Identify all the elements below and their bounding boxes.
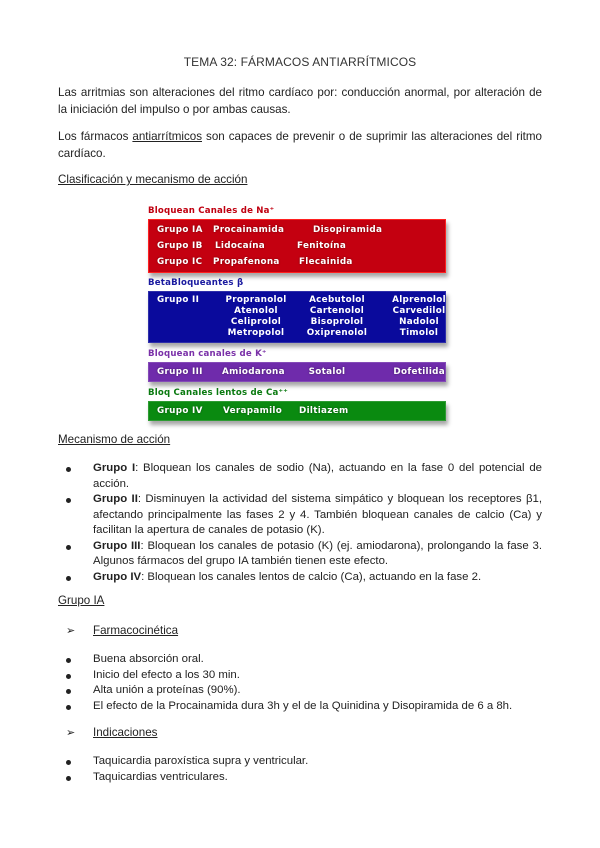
list-item xyxy=(66,668,542,684)
indications-list xyxy=(66,754,542,785)
definition-paragraph xyxy=(58,128,542,162)
figure-row-ia xyxy=(157,222,445,238)
drug-name: Fenitoína xyxy=(297,241,347,251)
arrow-icon: ➢ xyxy=(66,727,76,739)
pharmacokinetics-subheading xyxy=(66,624,178,637)
potassium-blockers-label: Bloquean canales de K⁺ xyxy=(148,349,267,359)
group-name: Grupo I xyxy=(93,462,136,474)
classification-figure xyxy=(148,203,454,421)
drug-name: Propranolol xyxy=(225,295,287,305)
beta-grid xyxy=(157,295,445,339)
list-item xyxy=(66,570,542,586)
drug-name: Nadolol xyxy=(399,317,439,327)
figure-row-iv xyxy=(157,403,445,419)
item-text: : Bloquean los canales de potasio (K) (ej. amiodarona), prolongando la fase 3. Algunos fármacos del grupo IA también tienen este efecto. xyxy=(93,539,542,567)
group-label: Grupo III xyxy=(157,367,203,377)
figure-row-iii xyxy=(157,364,445,380)
item-text: : Bloquean los canales de sodio (Na), actuando en la fase 0 del potencial de acción. xyxy=(93,462,542,490)
drug-name: Atenolol xyxy=(234,306,278,316)
beta-blockers-block xyxy=(148,291,446,343)
potassium-blockers-block xyxy=(148,362,446,382)
drug-name: Oxiprenolol xyxy=(306,328,368,338)
beta-blockers-label: BetaBloqueantes β xyxy=(148,278,244,288)
drug-name: Diltiazem xyxy=(299,406,349,416)
antiarrhythmics-term: antiarrítmicos xyxy=(132,130,202,143)
subheading-label: Indicaciones xyxy=(93,726,158,739)
drug-name: Alprenolol xyxy=(392,295,446,305)
intro-paragraph: Las arritmias son alteraciones del ritmo cardíaco por: conducción anormal, por alteración de la iniciación del impulso o por ambas causas. xyxy=(58,86,542,116)
item-text: Taquicardia paroxística supra y ventricular. xyxy=(93,755,309,767)
bullet-icon xyxy=(66,776,71,781)
drug-name: Procainamida xyxy=(213,225,285,235)
drug-name: Metropolol xyxy=(227,328,285,338)
item-text: Buena absorción oral. xyxy=(93,653,204,665)
group-label: Grupo IB xyxy=(157,241,203,251)
bullet-icon xyxy=(66,689,71,694)
grupo-ia-heading: Grupo IA xyxy=(58,594,105,607)
arrow-icon: ➢ xyxy=(66,625,76,637)
figure-row-ib xyxy=(157,238,445,254)
bullet-icon xyxy=(66,674,71,679)
indications-subheading xyxy=(66,726,157,739)
drug-name: Carvedilol xyxy=(392,306,446,316)
bullet-icon xyxy=(66,705,71,710)
drug-name: Propafenona xyxy=(213,257,280,267)
definition-after: son capaces de prevenir o de suprimir las alteraciones del ritmo cardíaco. xyxy=(58,130,542,160)
item-text: El efecto de la Procainamida dura 3h y el de la Quinidina y Disopiramida de 6 a 8h. xyxy=(93,699,513,712)
group-label: Grupo II xyxy=(157,295,200,305)
bullet-icon xyxy=(66,576,71,581)
item-text: Taquicardias ventriculares. xyxy=(93,770,228,783)
drug-name: Lidocaína xyxy=(215,241,266,251)
sodium-blockers-block xyxy=(148,219,446,273)
bullet-icon xyxy=(66,760,71,765)
drug-name: Verapamilo xyxy=(223,406,283,416)
list-item xyxy=(66,461,542,492)
mechanism-list xyxy=(66,461,542,585)
drug-name: Timolol xyxy=(399,328,439,338)
drug-name: Dofetilida xyxy=(393,367,445,377)
drug-name: Amiodarona xyxy=(222,367,285,377)
bullet-icon xyxy=(66,545,71,550)
classification-heading: Clasificación y mecanismo de acción xyxy=(58,173,248,186)
drug-name: Sotalol xyxy=(308,367,346,377)
drug-name: Acebutolol xyxy=(309,295,365,305)
list-item xyxy=(66,539,542,570)
drug-name: Disopiramida xyxy=(313,225,383,235)
calcium-blockers-label: Bloq Canales lentos de Ca⁺⁺ xyxy=(148,388,289,398)
list-item xyxy=(66,652,542,668)
bullet-icon xyxy=(66,658,71,663)
list-item xyxy=(66,683,542,699)
group-label: Grupo IC xyxy=(157,257,203,267)
drug-name: Bisoprolol xyxy=(310,317,364,327)
drug-name: Celiprolol xyxy=(230,317,282,327)
pharmacokinetics-list xyxy=(66,652,542,714)
item-text: : Bloquean los canales lentos de calcio (Ca), actuando en la fase 2. xyxy=(141,570,482,583)
group-label: Grupo IA xyxy=(157,225,203,235)
drug-name: Flecainida xyxy=(299,257,353,267)
drug-name: Cartenolol xyxy=(309,306,365,316)
group-name: Grupo II xyxy=(93,493,138,505)
sodium-blockers-label: Bloquean Canales de Na⁺ xyxy=(148,206,275,216)
list-item xyxy=(66,492,542,539)
list-item xyxy=(66,770,542,786)
group-label: Grupo IV xyxy=(157,406,203,416)
figure-row-ic xyxy=(157,254,445,270)
group-name: Grupo III xyxy=(93,539,141,552)
group-name: Grupo IV xyxy=(93,570,142,583)
bullet-icon xyxy=(66,467,71,472)
item-text: Inicio del efecto a los 30 min. xyxy=(93,668,240,681)
item-text: Alta unión a proteínas (90%). xyxy=(93,684,241,696)
subheading-label: Farmacocinética xyxy=(93,624,179,637)
calcium-blockers-block xyxy=(148,401,446,421)
item-text: : Disminuyen la actividad del sistema simpático y bloquean los receptores β1, afectando principalmente las fases 2 y 4. También bloquean canales de calcio (Ca) y facilitan la apertura de canales de potasio (K). xyxy=(93,493,542,536)
definition-before: Los fármacos xyxy=(58,130,133,143)
list-item xyxy=(66,699,542,715)
bullet-icon xyxy=(66,498,71,503)
document-title: TEMA 32: FÁRMACOS ANTIARRÍTMICOS xyxy=(183,55,417,69)
list-item xyxy=(66,754,542,770)
mechanism-heading: Mecanismo de acción xyxy=(58,433,171,446)
